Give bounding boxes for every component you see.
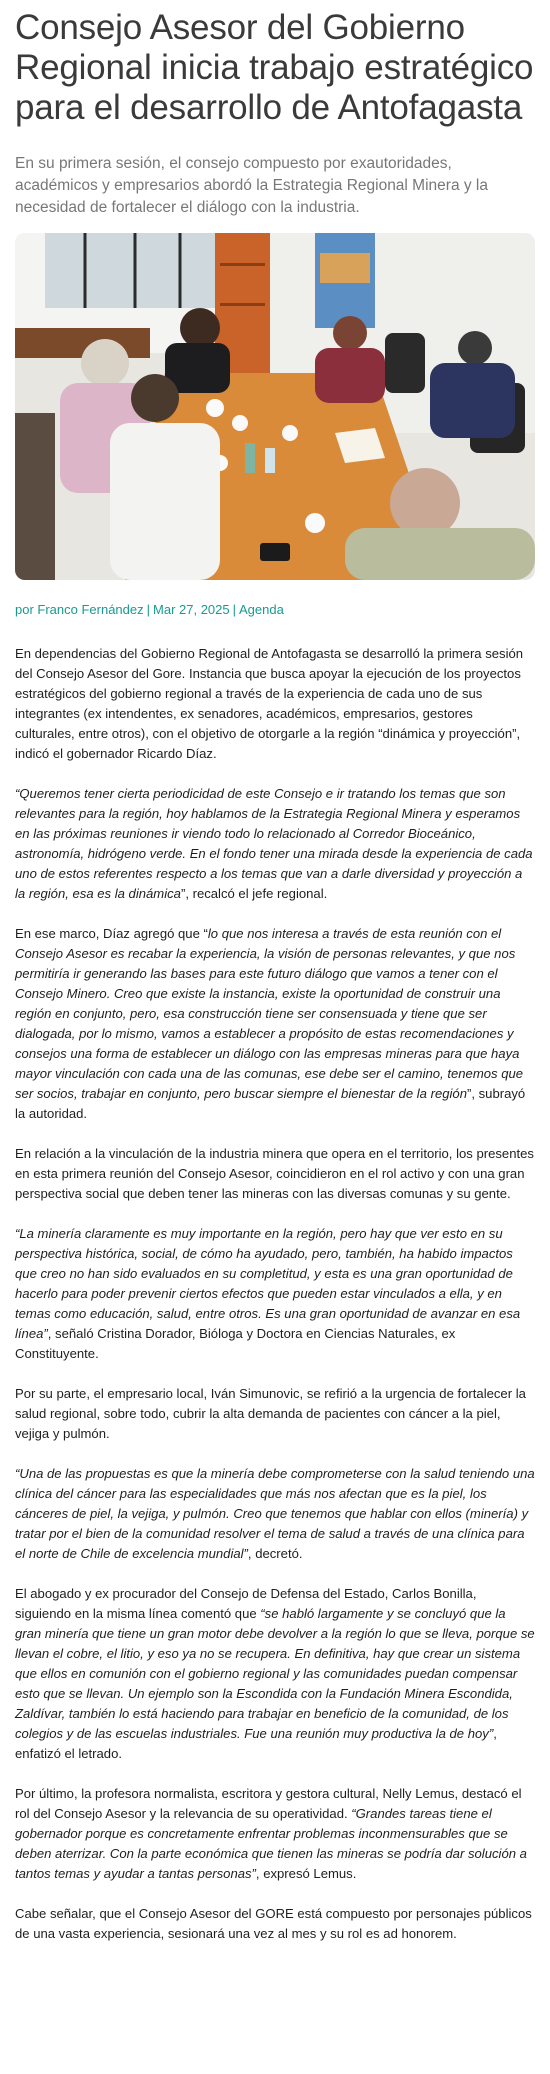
paragraph-4: En relación a la vinculación de la industria minera que opera en el territorio, los presentes en esta primera reunión del Consejo Asesor, coincidieron en el rol activo y con una gran perspectiva social que deben tener las mineras con las diversas comunas y su gente. xyxy=(15,1146,534,1201)
article-title: Consejo Asesor del Gobierno Regional inicia trabajo estratégico para el desarrollo de Antofagasta xyxy=(15,8,534,127)
quote-dorador: “La minería claramente es muy importante en la región, pero hay que ver esto en su perspectiva histórica, social, de cómo ha ayudado, pero, también, ha habido impactos que creo no han sido evaluados en su completitud, y esta es una gran oportunidad de hacerlo para poder prevenir ciertos efectos que pueden estar vinculados a ella, y en temas como educación, salud, entre otros. Es una gran oportunidad de avanzar en esa línea” xyxy=(15,1226,521,1341)
paragraph-5: “La minería claramente es muy importante en la región, pero hay que ver esto en su perspectiva histórica, social, de cómo ha ayudado, pero, también, ha habido impactos que creo no han sido evaluados en su completitud, y esta es una gran oportunidad de hacerlo para poder prevenir ciertos efectos que pueden estar vinculados a ella, y en temas como educación, salud, entre otros. Es una gran oportunidad de avanzar en esa línea”, señaló Cristina Dorador, Bióloga y Doctora en Ciencias Naturales, ex Constituyente. xyxy=(15,1226,521,1361)
quote-diaz-2: lo que nos interesa a través de esta reunión con el Consejo Asesor es recabar la experiencia, la visión de personas relevantes, y que nos permitiría ir generando las bases para este futuro diálogo que vamos a tener con el Consejo Minero. Creo que existe la instancia, existe la oportunidad de construir una región en conjunto, pero, esa construcción tiene ser consensuada y tiene que ser dialogada, por lo mismo, vamos a establecer a propósito de estas recomendaciones y consejos una forma de establecer un diálogo con las empresas mineras para que haya mayor vinculación con cada una de las comunas, ese debe ser el camino, tenemos que ser socios, trabajar en conjunto, pero buscar siempre el bienestar de la región xyxy=(15,926,524,1101)
paragraph-8: El abogado y ex procurador del Consejo de Defensa del Estado, Carlos Bonilla, siguiendo en la misma línea comentó que “se habló largamente y se concluyó que la gran minería que tiene un gran motor debe devolver a la región lo que se lleva, porque se llevan el cobre, el litio, y eso ya no se recupera. En definitiva, hay que crear un sistema que ellos en comunión con el gobierno regional y las comunidades puedan compensar esto que se llevan. Un ejemplo son la Escondida con la Fundación Minera Escondida, Zaldívar, también lo está haciendo para trabajar en beneficio de la comunidad, de los colegios y de las escuelas industriales. Fue una reunión muy productiva la de hoy”, enfatizó el letrado. xyxy=(15,1586,535,1761)
paragraph-2: “Queremos tener cierta periodicidad de este Consejo e ir tratando los temas que son relevantes para la región, hoy hablamos de la Estrategia Regional Minera y esperamos en las próximas reuniones ir viendo todo lo relacionado al Corredor Bioceánico, astronomía, hidrógeno verde. En el fondo tener una mirada desde la experiencia de cada uno de estos referentes respecto a los temas que van a darle diversidad y proyección a la región, esa es la dinámica”, recalcó el jefe regional. xyxy=(15,786,533,901)
paragraph-9: Por último, la profesora normalista, escritora y gestora cultural, Nelly Lemus, destacó el rol del Consejo Asesor y la relevancia de su operatividad. “Grandes tareas tiene el gobernador porque es concretamente enfrentar problemas inconmensurables que se deben aterrizar. Con la parte económica que tienen las mineras se podría dar solución a tantos temas y ayudar a tantas personas”, expresó Lemus. xyxy=(15,1786,527,1881)
category-link[interactable]: Agenda xyxy=(239,602,284,617)
paragraph-7: “Una de las propuestas es que la minería debe comprometerse con la salud teniendo una clínica del cáncer para las especialidades que más nos afectan que es la piel, los cánceres de piel, la vejiga, y pulmón. Creo que tenemos que hablar con ellos (minería) y tratar por el bien de la comunidad resolver el tema de salud a través de una clínica para el norte de Chile de excelencia mundial”, decretó. xyxy=(15,1466,535,1561)
paragraph-3: En ese marco, Díaz agregó que “lo que nos interesa a través de esta reunión con el Consejo Asesor es recabar la experiencia, la visión de personas relevantes, y que nos permitiría ir generando las bases para este futuro diálogo que vamos a tener con el Consejo Minero. Creo que existe la instancia, existe la oportunidad de construir una región en conjunto, pero, esa construcción tiene ser consensuada y tiene que ser dialogada, por lo mismo, vamos a establecer a propósito de estas recomendaciones y consejos una forma de establecer un diálogo con las empresas mineras para que haya mayor vinculación con cada una de las comunas, ese debe ser el camino, tenemos que ser socios, trabajar en conjunto, pero buscar siempre el bienestar de la región”, subrayó la autoridad. xyxy=(15,926,526,1121)
article-meta: por Franco Fernández | Mar 27, 2025 | Agenda xyxy=(15,602,284,617)
paragraph-6: Por su parte, el empresario local, Iván Simunovic, se refirió a la urgencia de fortalecer la salud regional, sobre todo, cubrir la alta demanda de pacientes con cáncer a la piel, vejiga y pulmón. xyxy=(15,1386,526,1441)
publish-date: Mar 27, 2025 xyxy=(153,602,230,617)
author-link[interactable]: por Franco Fernández xyxy=(15,602,144,617)
quote-lemus: “Grandes tareas tiene el gobernador porque es concretamente enfrentar problemas inconmensurables que se deben aterrizar. Con la parte económica que tienen las mineras se podría dar solución a tantos temas y ayudar a tantas personas” xyxy=(15,1806,527,1881)
article-subtitle: En su primera sesión, el consejo compuesto por exautoridades, académicos y empresarios abordó la Estrategia Regional Minera y la necesidad de fortalecer el diálogo con la industria. xyxy=(15,155,488,216)
article-photo xyxy=(15,233,535,580)
quote-bonilla: “se habló largamente y se concluyó que la gran minería que tiene un gran motor debe devolver a la región lo que se lleva, porque se llevan el cobre, el litio, y eso ya no se recupera. En definitiva, hay que crear un sistema que ellos en comunión con el gobierno regional y las comunidades puedan compensar esto que se llevan. Un ejemplo son la Escondida con la Fundación Minera Escondida, Zaldívar, también lo está haciendo para trabajar en beneficio de la comunidad, de los colegios y de las escuelas industriales. Fue una reunión muy productiva la de hoy” xyxy=(15,1606,535,1741)
quote-simunovic: “Una de las propuestas es que la minería debe comprometerse con la salud teniendo una clínica del cáncer para las especialidades que más nos afectan que es la piel, los cánceres de piel, la vejiga, y pulmón. Creo que tenemos que hablar con ellos (minería) y tratar por el bien de la comunidad resolver el tema de salud a través de una clínica para el norte de Chile de excelencia mundial” xyxy=(15,1466,535,1561)
article xyxy=(0,8,550,1984)
paragraph-1: En dependencias del Gobierno Regional de Antofagasta se desarrolló la primera sesión del Consejo Asesor del Gore. Instancia que busca apoyar la ejecución de los proyectos estratégicos del gobierno regional a través de la experiencia de cada uno de sus integrantes (ex intendentes, ex senadores, académicos, empresarios, gestores culturales, entre otros), con el objetivo de otorgarle a la región “dinámica y proyección”, indicó el gobernador Ricardo Díaz. xyxy=(15,646,524,761)
paragraph-10: Cabe señalar, que el Consejo Asesor del GORE está compuesto por personajes públicos de una vasta experiencia, sesionará una vez al mes y su rol es ad honorem. xyxy=(15,1906,532,1941)
quote-diaz-1: “Queremos tener cierta periodicidad de este Consejo e ir tratando los temas que son relevantes para la región, hoy hablamos de la Estrategia Regional Minera y esperamos en las próximas reuniones ir viendo todo lo relacionado al Corredor Bioceánico, astronomía, hidrógeno verde. En el fondo tener una mirada desde la experiencia de cada uno de estos referentes respecto a los temas que van a darle diversidad y proyección a la región, esa es la dinámica xyxy=(15,786,533,901)
